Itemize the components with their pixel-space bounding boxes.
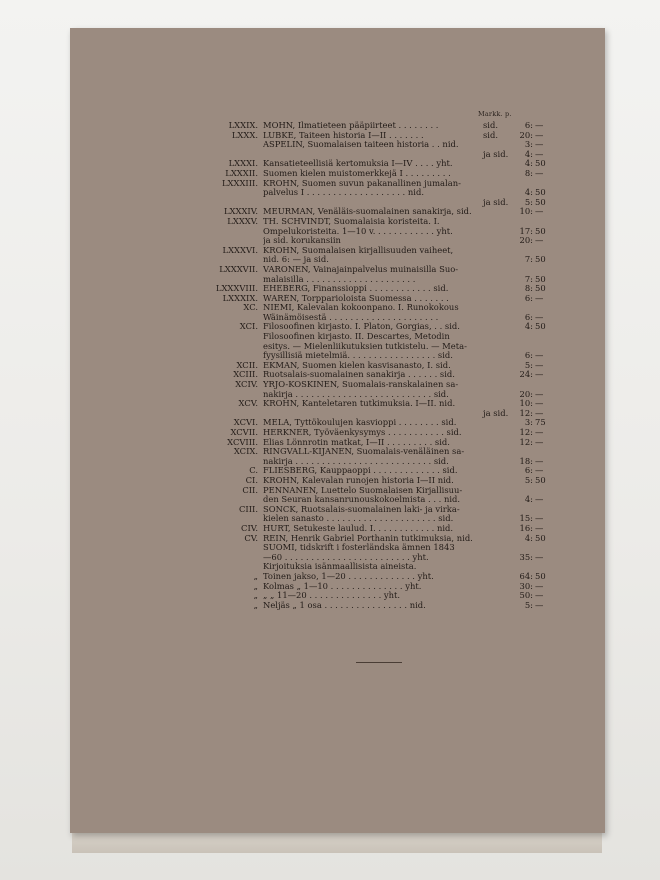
price-penni: — [535, 513, 544, 524]
series-number: LXXXIII. [221, 177, 258, 188]
price-markka: 5: [524, 474, 533, 485]
binding-note [483, 322, 515, 332]
price-markka: 50: [519, 590, 533, 601]
price-penni: 75 [535, 417, 546, 428]
entry-text: fyysillisiä mietelmiä. . . . . . . . . . . . . . . . . sid. [263, 351, 453, 361]
binding-note [483, 236, 515, 246]
series-number: XCVII. [230, 427, 258, 437]
series-number: LXXX. [231, 129, 258, 140]
series-number: XC. [243, 302, 258, 313]
binding-note [483, 524, 515, 534]
price-markka: 64: [519, 570, 533, 581]
entry-text: Suomen kielen muistomerkkejä I . . . . . . . . . [263, 168, 451, 178]
entry-text: esitys. — Mielenliikutuksien tutkistelu. — Meta- [263, 341, 467, 351]
entry-text: Ompelukoristeita. 1—10 v. . . . . . . . . . . . yht. [263, 226, 453, 236]
binding-note [483, 303, 515, 313]
series-number: LXXXVII. [219, 263, 258, 274]
series-number: „ [253, 570, 258, 581]
price-penni: — [535, 551, 544, 562]
binding-note [483, 159, 515, 169]
entry-text: VARONEN, Vainajainpalvelus muinaisilla Suo- [263, 264, 459, 274]
binding-note [483, 361, 515, 371]
catalog-row [195, 179, 555, 189]
entry-text: „ „ 11—20 . . . . . . . . . . . . . . yht. [263, 591, 401, 601]
catalog-row [195, 342, 555, 352]
binding-note [483, 534, 515, 544]
catalog-row [195, 380, 555, 390]
price-penni: — [535, 398, 544, 409]
price-penni: 50 [535, 158, 546, 169]
series-number [195, 227, 263, 237]
entry-text: Kansatieteellisiä kertomuksia I—IV . . . . yht. [263, 159, 453, 169]
series-number: CI. [245, 474, 258, 485]
entry-text: Elias Lönnrotin matkat, I—II . . . . . . . . . sid. [263, 437, 450, 447]
entry-text: nakirja . . . . . . . . . . . . . . . . . . . . . . . . . . sid. [263, 389, 449, 399]
price-markka: 17: [519, 225, 533, 236]
entry-text: YRJÖ-KOSKINEN, Suomalais-ranskalainen sa- [263, 380, 459, 390]
binding-note [483, 457, 515, 467]
series-number: XCI. [239, 321, 258, 332]
entry-text: REIN, Henrik Gabriel Porthanin tutkimuksia, nid. [263, 533, 473, 543]
price-markka: 30: [519, 580, 533, 591]
price-penni: — [535, 235, 544, 246]
series-number [195, 553, 263, 563]
binding-note [483, 514, 515, 524]
price-markka: 20: [519, 129, 533, 140]
series-number [195, 140, 263, 150]
entry-text: SUOMI, tidskrift i fosterländska ämnen 1843 [263, 543, 455, 553]
entry-text: Kolmas „ 1—10 . . . . . . . . . . . . . . yht. [263, 581, 422, 591]
series-number: „ [253, 590, 258, 601]
binding-note [483, 591, 515, 601]
series-number: XCII. [236, 359, 258, 370]
price-markka: 20: [519, 235, 533, 246]
price-penni: — [535, 599, 544, 610]
price-penni: 50 [535, 187, 546, 198]
price-penni: 50 [535, 254, 546, 265]
catalog-row [195, 447, 555, 457]
price-penni: — [535, 120, 544, 130]
entry-text: Ruotsalais-suomalainen sanakirja . . . . . . sid. [263, 370, 455, 380]
page-block-edge [72, 833, 602, 853]
binding-note: ja sid. [483, 196, 509, 207]
binding-note [483, 495, 515, 505]
price-markka: 8: [524, 167, 533, 178]
price-penni: — [535, 369, 544, 380]
price-markka: 3: [524, 139, 533, 150]
closing-rule [356, 662, 402, 663]
price-markka: 7: [524, 273, 533, 284]
entry-text: kielen sanasto . . . . . . . . . . . . . . . . . . . . . sid. [263, 514, 454, 524]
series-number: XCVIII. [227, 436, 258, 447]
entry-text: LÜBKE, Taiteen historia I—II . . . . . . . [263, 130, 424, 140]
price-markka: 4: [524, 148, 533, 159]
binding-note [483, 380, 515, 390]
catalog-row [195, 572, 555, 582]
binding-note [483, 179, 515, 189]
price-penni: 50 [535, 321, 546, 332]
price-penni: 50 [535, 474, 546, 485]
binding-note [483, 265, 515, 275]
binding-note [483, 543, 515, 553]
series-number [195, 562, 263, 572]
entry-text: KROHN, Kalevalan runojen historia I—II nid. [263, 475, 454, 485]
binding-note [483, 601, 515, 611]
entry-text: Filosoofinen kirjasto. I. Platon, Gorgias, . . sid. [263, 322, 460, 332]
price-penni: — [535, 407, 544, 418]
price-markka: 5: [524, 359, 533, 370]
binding-note [483, 486, 515, 496]
entry-text: SONCK, Ruotsalais-suomalainen laki- ja virka- [263, 504, 460, 514]
series-number: CII. [242, 484, 258, 495]
series-number: „ [253, 580, 258, 591]
entry-text: Filosoofinen kirjasto. II. Descartes, Metodin [263, 332, 450, 342]
price-markka: 6: [524, 350, 533, 361]
price-markka: 4: [524, 321, 533, 332]
price-markka: 4: [524, 494, 533, 505]
binding-note: sid. [483, 129, 498, 140]
binding-note: sid. [483, 120, 498, 130]
price-penni: — [535, 590, 544, 601]
binding-note [483, 246, 515, 256]
price-penni [533, 332, 555, 342]
price-markka [515, 332, 533, 342]
price-markka: 7: [524, 254, 533, 265]
price-markka: 6: [524, 311, 533, 322]
series-number: LXXXIX. [222, 292, 258, 303]
entry-text: MOHN, Ilmatieteen pääpiirteet . . . . . . . . [263, 121, 439, 130]
series-number: LXXXVIII. [215, 283, 258, 294]
entry-text: TH. SCHVINDT, Suomalaisia koristeita. I. [263, 216, 440, 226]
catalog-row [195, 227, 555, 237]
entry-text [263, 150, 483, 160]
series-number: LXXIX. [228, 120, 258, 130]
binding-note [483, 207, 515, 217]
price-penni: 50 [535, 273, 546, 284]
price-markka: 4: [524, 187, 533, 198]
catalog-row [195, 131, 555, 141]
series-number: XCV. [238, 398, 258, 409]
entry-text: nid. 6: — ja sid. [263, 255, 329, 265]
binding-note [483, 428, 515, 438]
price-markka: 5: [524, 599, 533, 610]
binding-note [483, 476, 515, 486]
price-markka: 8: [524, 283, 533, 294]
price-penni: — [535, 359, 544, 370]
entry-text: ASPELIN, Suomalaisen taiteen historia . . nid. [263, 140, 459, 150]
entry-text [263, 409, 483, 419]
binding-note: ja sid. [483, 407, 509, 418]
binding-note [483, 418, 515, 428]
catalog-row [195, 582, 555, 592]
price-markka: 15: [519, 513, 533, 524]
entry-text: EKMAN, Suomen kielen kasvisanasto, I. sid. [263, 360, 451, 370]
series-number: LXXXVI. [222, 244, 258, 255]
series-number: XCIII. [233, 369, 258, 380]
price-markka: 6: [524, 292, 533, 303]
binding-note [483, 370, 515, 380]
entry-text: RINGVALL-KIJANEN, Suomalais-venäläinen sa- [263, 447, 465, 457]
price-penni: — [535, 436, 544, 447]
catalog-row [195, 265, 555, 275]
catalog-row [195, 543, 555, 553]
binding-note [483, 169, 515, 179]
entry-text: MELA, Tyttökoulujen kasvioppi . . . . . . . . sid. [263, 418, 457, 428]
series-number: XCIV. [235, 379, 258, 390]
price-penni: — [535, 522, 544, 533]
price-markka: 6: [524, 465, 533, 476]
binding-note [483, 217, 515, 227]
price-markka: 12: [519, 427, 533, 437]
price-markka: 35: [519, 551, 533, 562]
price-markka: 18: [519, 455, 533, 466]
price-markka: 10: [519, 398, 533, 409]
price-penni: — [535, 292, 544, 303]
binding-note [483, 351, 515, 361]
binding-note [483, 390, 515, 400]
price-column-header: Markk. p. [478, 110, 512, 118]
entry-text [263, 198, 483, 208]
publication-list [195, 121, 555, 610]
entry-text: den Seuran kansanrunouskokoelmista . . . nid. [263, 495, 461, 505]
price-penni: — [535, 350, 544, 361]
catalog-row [195, 303, 555, 313]
price-penni: — [535, 139, 544, 150]
catalog-row [195, 486, 555, 496]
binding-note [483, 227, 515, 237]
price-penni: — [535, 580, 544, 591]
price-penni: — [535, 465, 544, 476]
series-number: LXXXV. [227, 215, 258, 226]
price-markka: 4: [524, 158, 533, 169]
series-number [195, 332, 263, 342]
entry-text: MEURMAN, Venäläis-suomalainen sanakirja, sid. [263, 207, 472, 217]
price-penni: — [535, 206, 544, 217]
catalog-row [195, 534, 555, 544]
price-markka: 6: [524, 120, 533, 130]
binding-note [483, 284, 515, 294]
catalog-row [195, 322, 555, 332]
price-markka: 16: [519, 522, 533, 533]
entry-text: HERKNER, Työväenkysymys . . . . . . . . . . . sid. [263, 428, 462, 437]
price-markka: 3: [524, 417, 533, 428]
catalog-row [195, 332, 555, 342]
series-number [195, 188, 263, 198]
entry-text: malaisilla . . . . . . . . . . . . . . . . . . . . . [263, 274, 416, 284]
price-penni: — [535, 129, 544, 140]
binding-note: ja sid. [483, 148, 509, 159]
price-penni: 50 [535, 570, 546, 581]
series-number: XCIX. [233, 446, 258, 457]
binding-note [483, 466, 515, 476]
series-number: CIII. [239, 503, 258, 514]
price-markka: 24: [519, 369, 533, 380]
price-penni: — [535, 455, 544, 466]
entry-text: KROHN, Suomalaisen kirjallisuuden vaiheet, [263, 245, 454, 255]
binding-note [483, 342, 515, 352]
entry-text: EHEBERG, Finanssioppi . . . . . . . . . . . . sid. [263, 284, 449, 294]
binding-note [483, 275, 515, 285]
price-markka: 5: [524, 196, 533, 207]
entry-text: NIEMI, Kalevalan kokoonpano. I. Runokokous [263, 303, 459, 313]
price-markka: 20: [519, 388, 533, 399]
binding-note [483, 255, 515, 265]
series-number: LXXXII. [225, 167, 258, 178]
price-penni: 50 [535, 196, 546, 207]
price-penni: — [535, 427, 544, 437]
price-penni: 50 [535, 283, 546, 294]
binding-note [483, 553, 515, 563]
series-number: CIV. [241, 522, 258, 533]
price-penni: — [535, 167, 544, 178]
binding-note [483, 447, 515, 457]
catalog-row [195, 601, 555, 611]
entry-text: KROHN, Kanteletaren tutkimuksia. I—II. nid. [263, 399, 456, 409]
price-penni: — [535, 148, 544, 159]
price-penni: — [535, 388, 544, 399]
entry-text: Neljäs „ 1 osa . . . . . . . . . . . . . . . . nid. [263, 600, 426, 610]
series-number: C. [249, 465, 258, 476]
price-penni: — [535, 494, 544, 505]
price-markka: 12: [519, 407, 533, 418]
price-markka: 12: [519, 436, 533, 447]
entry-text: Toinen jakso, 1—20 . . . . . . . . . . . . . yht. [263, 571, 434, 581]
price-markka: 10: [519, 206, 533, 217]
entry-text: ja sid. korukansiin [263, 236, 341, 246]
catalog-row [195, 553, 555, 563]
entry-text: —60 . . . . . . . . . . . . . . . . . . . . . . . . yht. [263, 552, 429, 562]
entry-text: Wäinämöisestä . . . . . . . . . . . . . . . . . . . . . [263, 312, 439, 322]
binding-note [483, 332, 515, 342]
catalog-row [195, 562, 555, 572]
catalog-row [195, 591, 555, 601]
series-number: XCVI. [233, 417, 258, 428]
binding-note [483, 572, 515, 582]
binding-note [483, 562, 515, 572]
binding-note [483, 505, 515, 515]
binding-note [483, 438, 515, 448]
catalog-row [195, 246, 555, 256]
price-penni: — [535, 311, 544, 322]
series-number [195, 342, 263, 352]
entry-text: KROHN, Suomen suvun pakanallinen jumalan- [263, 178, 461, 188]
series-number: CV. [244, 532, 258, 543]
series-number: LXXXI. [228, 158, 258, 169]
entry-text: PENNANEN, Luettelo Suomalaisen Kirjallisuu- [263, 485, 463, 495]
series-number [195, 543, 263, 553]
entry-text: Kirjoituksia isänmaallisista aineista. [263, 562, 417, 572]
series-number: „ [253, 599, 258, 610]
binding-note [483, 294, 515, 304]
catalog-row [195, 505, 555, 515]
series-number: LXXXIV. [223, 206, 258, 217]
entry-text: FLIESBERG, Kauppaoppi . . . . . . . . . . . . . sid. [263, 466, 458, 476]
binding-note [483, 313, 515, 323]
price-penni: 50 [535, 532, 546, 543]
entry-text: nakirja . . . . . . . . . . . . . . . . . . . . . . . . . . sid. [263, 456, 449, 466]
entry-text: palvelus I . . . . . . . . . . . . . . . . . . . nid. [263, 188, 424, 198]
entry-text: HURT, Setukeste laulud. I. . . . . . . . . . . . nid. [263, 523, 454, 533]
entry-text: WARÉN, Torpparioloista Suomessa . . . . . . . [263, 293, 449, 303]
binding-note [483, 582, 515, 592]
catalog-row [195, 217, 555, 227]
price-markka: 4: [524, 532, 533, 543]
price-penni: 50 [535, 225, 546, 236]
